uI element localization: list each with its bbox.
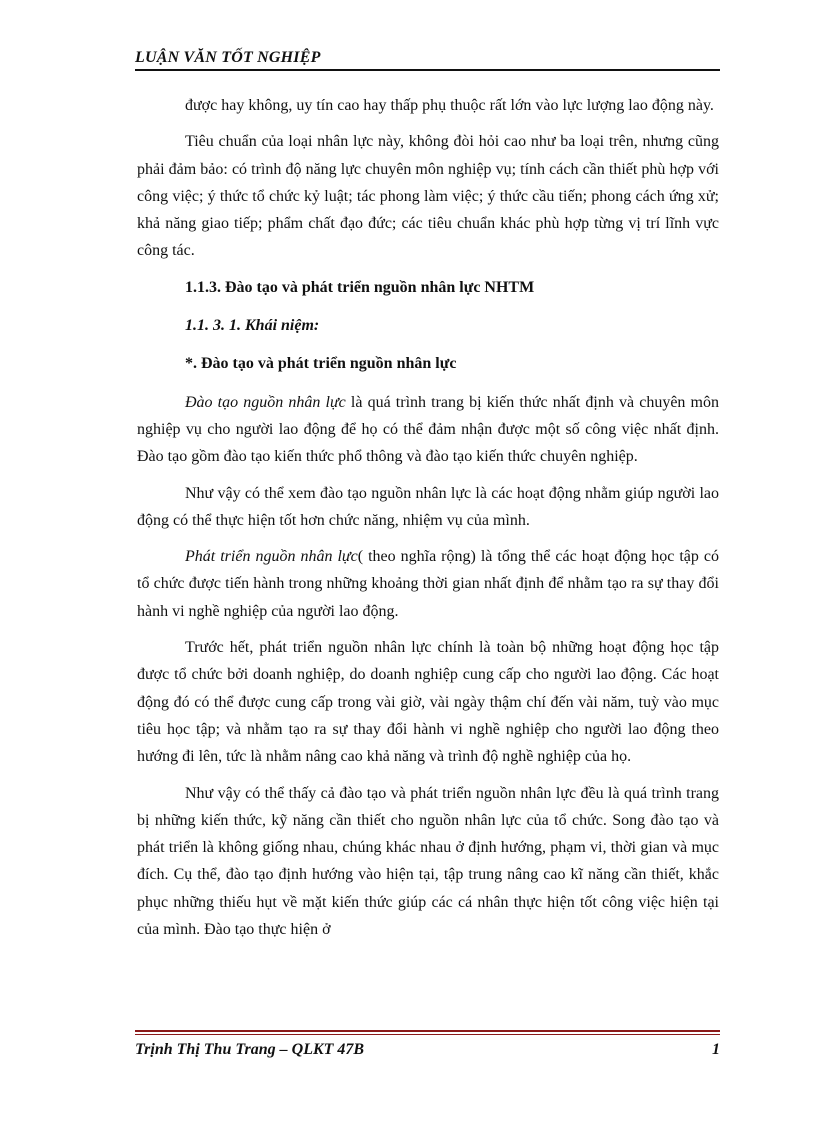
paragraph-5-text: ( theo nghĩa rộng) là tổng thể các hoạt động học tập có tổ chức được tiến hành trong những khoảng thời gian nhất định để nhằm tạo ra sự thay đổi hành vi nghề nghiệp của người lao động.: [137, 548, 719, 620]
bullet-heading: *. Đào tạo và phát triển nguồn nhân lực: [185, 355, 457, 373]
footer-rule-thick: [135, 1030, 720, 1032]
running-header: LUẬN VĂN TỐT NGHIỆP: [135, 49, 321, 66]
paragraph-3-text: là quá trình trang bị kiến thức nhất định và chuyên môn nghiệp vụ cho người lao động để họ có thể đảm nhận được một số công việc nhất định. Đào tạo gồm đào tạo kiến thức phổ thông và đào tạo kiến thức chuyên nghiệp.: [137, 393, 719, 466]
paragraph-2: Tiêu chuẩn của loại nhân lực này, không đòi hỏi cao như ba loại trên, nhưng cũng phải đảm bảo: có trình độ năng lực chuyên môn nghiệp vụ; tính cách cần thiết phù hợp với công việc; ý thức tổ chức kỷ luật; tác phong làm việc; ý thức cầu tiến; phong cách ứng xử; khả năng giao tiếp; phẩm chất đạo đức; các tiêu chuẩn khác phù hợp từng vị trí lĩnh vực công tác.: [137, 133, 719, 260]
term-dao-tao: Đào tạo nguồn nhân lực: [185, 393, 346, 411]
paragraph-3: [137, 389, 719, 471]
subsection-heading: 1.1. 3. 1. Khái niệm:: [185, 317, 320, 335]
header-rule: [135, 69, 720, 71]
paragraph-5: [137, 543, 719, 625]
document-body: [137, 92, 719, 943]
paragraph-6: Trước hết, phát triển nguồn nhân lực chính là toàn bộ những hoạt động học tập được tổ chức bởi doanh nghiệp, do doanh nghiệp cung cấp cho người lao động. Các hoạt động đó có thể được cung cấp trong vài giờ, vài ngày thậm chí đến vài năm, tuỳ vào mục tiêu học tập; và nhằm tạo ra sự thay đổi hành vi nghề nghiệp cho người lao động theo hướng đi lên, tức là nhằm nâng cao khả năng và trình độ nghề nghiệp của họ.: [137, 639, 719, 766]
footer-rule-thin: [135, 1034, 720, 1035]
section-heading: 1.1.3. Đào tạo và phát triển nguồn nhân lực NHTM: [185, 278, 535, 296]
paragraph-1: được hay không, uy tín cao hay thấp phụ thuộc rất lớn vào lực lượng lao động này.: [185, 97, 714, 114]
page-number: 1: [712, 1041, 720, 1058]
term-phat-trien: Phát triển nguồn nhân lực: [185, 548, 358, 566]
paragraph-7: Như vậy có thể thấy cả đào tạo và phát triển nguồn nhân lực đều là quá trình trang bị những kiến thức, kỹ năng cần thiết cho nguồn nhân lực của tổ chức. Song đào tạo và phát triển là không giống nhau, chúng khác nhau ở định hướng, phạm vi, thời gian và mục đích. Cụ thể, đào tạo định hướng vào hiện tại, tập trung nâng cao kĩ năng cần thiết, khắc phục những thiếu hụt về mặt kiến thức giúp các cá nhân thực hiện tốt công việc hiện tại của mình. Đào tạo thực hiện ở: [137, 784, 719, 939]
paragraph-4: Như vậy có thể xem đào tạo nguồn nhân lực là các hoạt động nhằm giúp người lao động có thể thực hiện tốt hơn chức năng, nhiệm vụ của mình.: [137, 484, 719, 529]
footer-author: Trịnh Thị Thu Trang – QLKT 47B: [135, 1041, 365, 1058]
